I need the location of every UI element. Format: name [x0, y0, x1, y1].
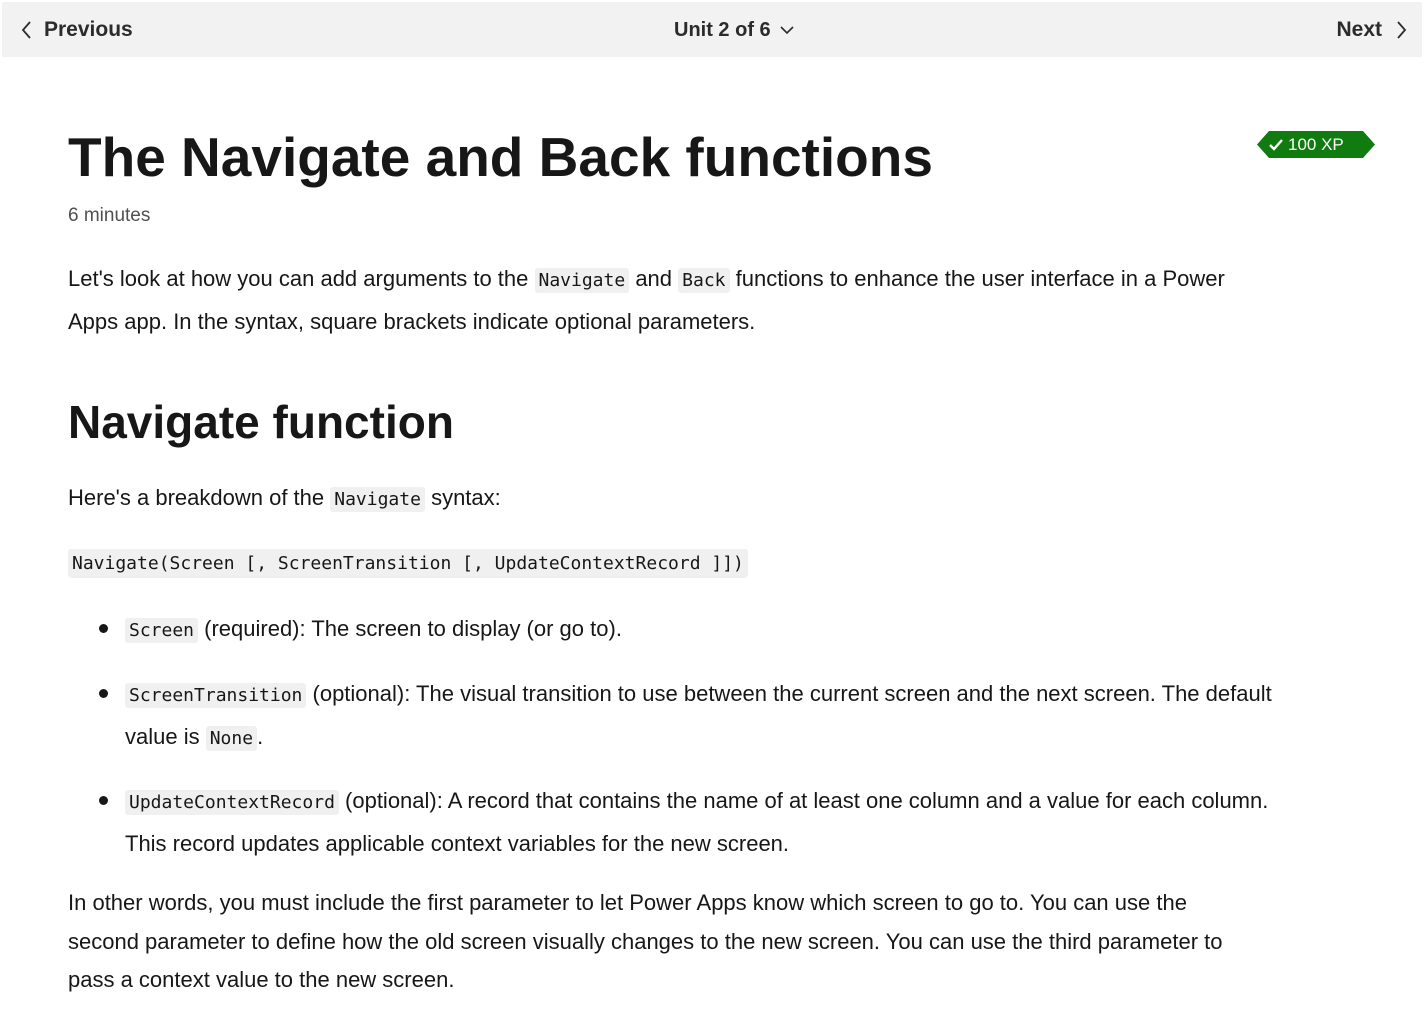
- intro-text-4: Apps app. In the syntax, square brackets indicate optional parameters.: [68, 309, 756, 334]
- intro-paragraph: [68, 258, 1368, 342]
- inline-code-navigate-2: Navigate: [330, 487, 425, 512]
- bullet-text: (required): The screen to display (or go to).: [198, 616, 622, 641]
- unit-selector-dropdown[interactable]: [674, 16, 795, 44]
- previous-button[interactable]: [20, 16, 133, 44]
- bullet-dot: [99, 624, 108, 633]
- page-title: The Navigate and Back functions: [68, 126, 933, 188]
- xp-badge: [1257, 131, 1375, 158]
- list-item: [125, 673, 1365, 759]
- checkmark-icon: [1269, 139, 1283, 151]
- inline-code-updatecontextrecord: UpdateContextRecord: [125, 790, 339, 815]
- breakdown-text-1: Here's a breakdown of the: [68, 485, 331, 510]
- inline-code-screen: Screen: [125, 618, 198, 643]
- list-item: [125, 608, 1365, 651]
- intro-text-1: Let's look at how you can add arguments to the: [68, 266, 535, 291]
- summary-paragraph: [68, 884, 1222, 1000]
- bullet-dot: [99, 689, 108, 698]
- bullet-text: .: [257, 724, 264, 749]
- breakdown-text-2: syntax:: [424, 485, 501, 510]
- unit-navigation-bar: [2, 2, 1422, 57]
- inline-code-navigate: Navigate: [535, 268, 630, 293]
- unit-label: Unit 2 of 6: [674, 18, 771, 41]
- summary-line-3: pass a context value to the new screen.: [68, 967, 455, 992]
- inline-code-none: None: [206, 726, 257, 751]
- xp-badge-label: 100 XP: [1288, 135, 1344, 154]
- summary-line-2: second parameter to define how the old screen visually changes to the new screen. You can use the third parameter to: [68, 928, 1223, 954]
- inline-code-back: Back: [678, 268, 729, 293]
- list-item: [125, 780, 1365, 864]
- bullet-text: (optional): A record that contains the name of at least one column and a value for each column.: [338, 788, 1269, 813]
- next-label: Next: [1336, 18, 1382, 41]
- section-title: Navigate function: [68, 396, 454, 448]
- summary-line-1: In other words, you must include the first parameter to let Power Apps know which screen to go to. You can use the: [68, 890, 1187, 915]
- chevron-left-icon: [20, 20, 34, 40]
- intro-text-3: functions to enhance the user interface in a Power: [729, 266, 1225, 291]
- bullet-dot: [99, 796, 108, 805]
- inline-code-screentransition: ScreenTransition: [125, 683, 306, 708]
- syntax-code: Navigate(Screen [, ScreenTransition [, UpdateContextRecord ]]): [68, 549, 748, 578]
- bullet-text: value is: [125, 724, 206, 749]
- breakdown-paragraph: [68, 477, 501, 520]
- intro-text-2: and: [629, 266, 679, 291]
- next-button[interactable]: [1336, 16, 1408, 44]
- bullet-text: This record updates applicable context variables for the new screen.: [125, 831, 790, 856]
- previous-label: Previous: [44, 18, 133, 41]
- bullet-text: (optional): The visual transition to use between the current screen and the next screen. The default: [306, 681, 1272, 706]
- chevron-down-icon: [779, 24, 795, 36]
- chevron-right-icon: [1394, 20, 1408, 40]
- duration-label: 6 minutes: [68, 205, 151, 226]
